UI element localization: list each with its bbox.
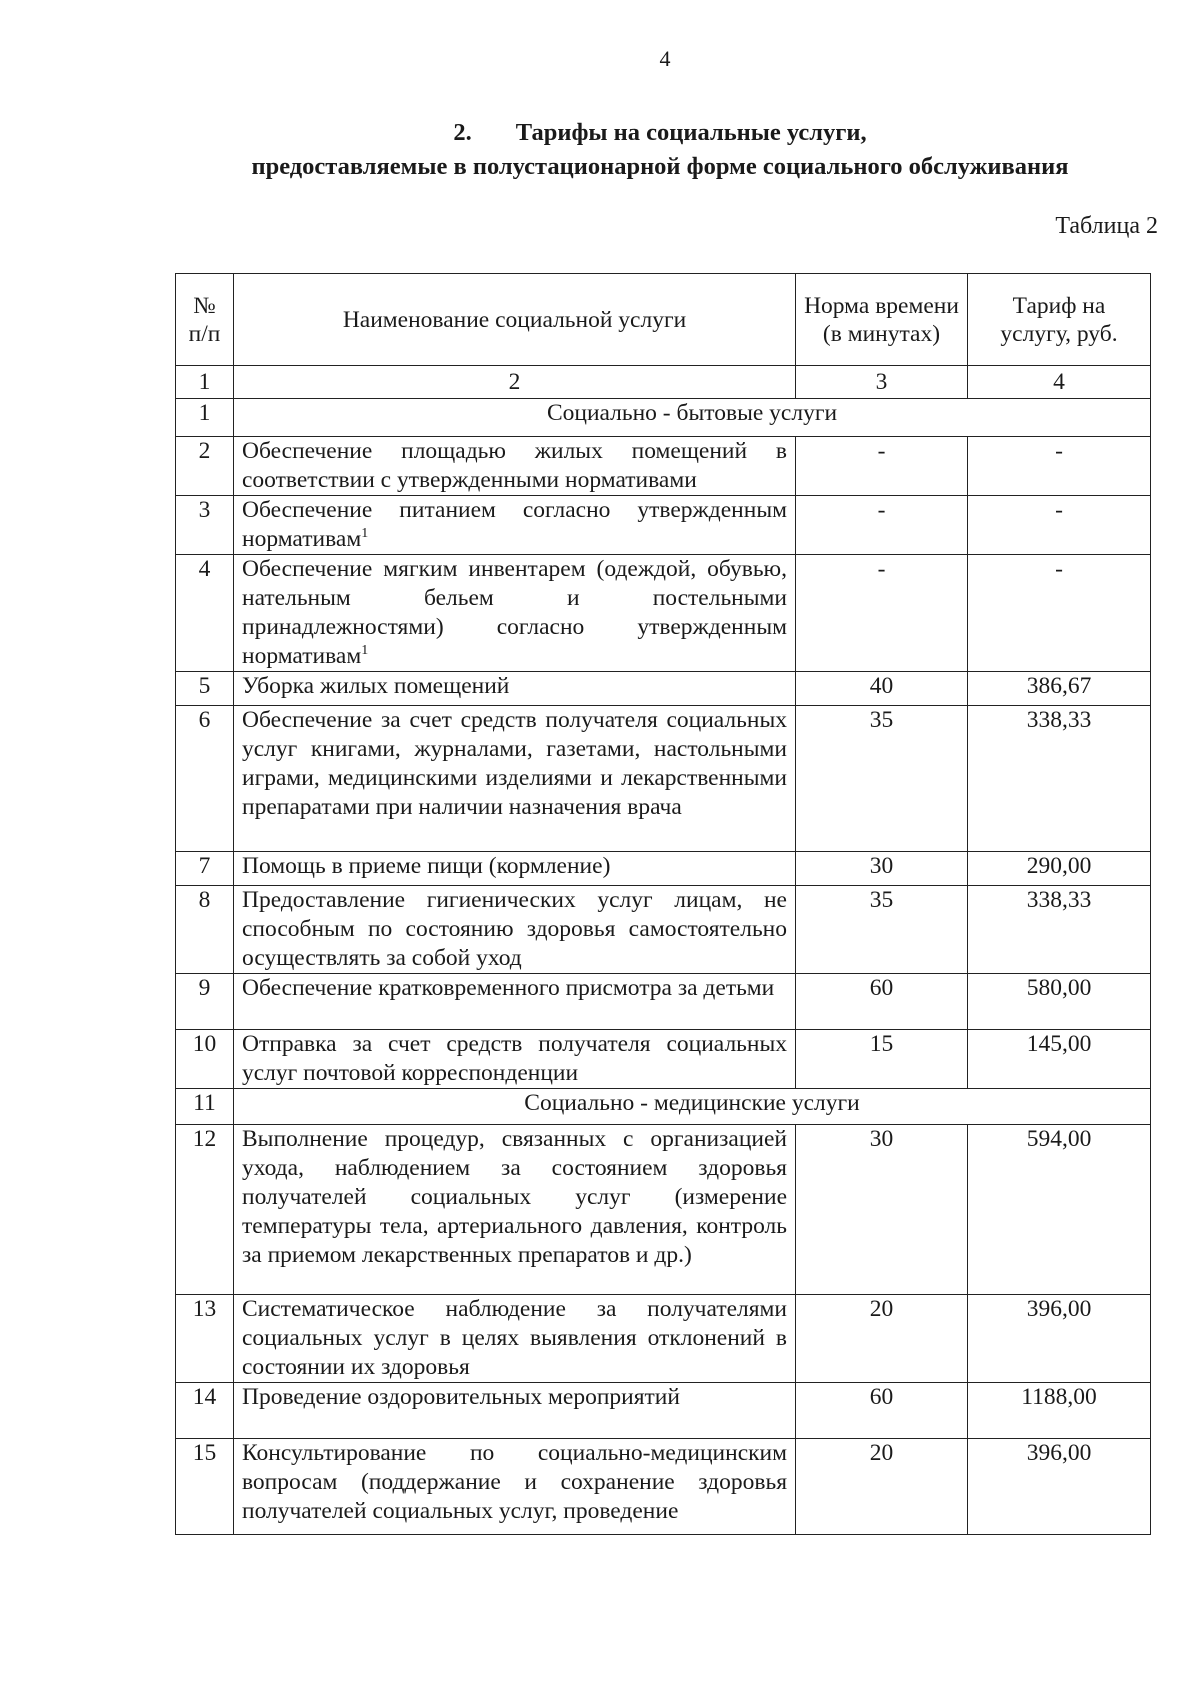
service-name-cell bbox=[234, 1383, 796, 1439]
section-heading bbox=[150, 116, 1170, 184]
row-number: 14 bbox=[176, 1383, 234, 1439]
table-row bbox=[176, 496, 1151, 555]
table-row bbox=[176, 1383, 1151, 1439]
service-name: Проведение оздоровительных мероприятий bbox=[242, 1384, 680, 1410]
table-row bbox=[176, 437, 1151, 496]
service-name-cell bbox=[234, 1030, 796, 1089]
time-norm: 35 bbox=[796, 706, 968, 852]
row-number: 9 bbox=[176, 974, 234, 1030]
service-name-cell bbox=[234, 852, 796, 886]
service-name: Обеспечение площадью жилых помещений в соответствии с утвержденными нормативами bbox=[242, 438, 787, 493]
heading-line-1 bbox=[150, 116, 1170, 150]
time-norm: 30 bbox=[796, 1125, 968, 1295]
row-number: 15 bbox=[176, 1439, 234, 1535]
tariff-value: 396,00 bbox=[968, 1439, 1151, 1535]
time-norm: - bbox=[796, 496, 968, 555]
section-row bbox=[176, 399, 1151, 437]
row-number: 13 bbox=[176, 1295, 234, 1383]
service-name-cell bbox=[234, 1295, 796, 1383]
service-name: Обеспечение мягким инвентарем (одеждой, обувью, нательным бельем и постельными принадлежностями) согласно утвержденным нормативам bbox=[242, 556, 787, 669]
table-row bbox=[176, 886, 1151, 974]
service-name-cell bbox=[234, 496, 796, 555]
row-number: 2 bbox=[176, 437, 234, 496]
time-norm: 15 bbox=[796, 1030, 968, 1089]
row-number: 1 bbox=[176, 399, 234, 437]
table-row bbox=[176, 706, 1151, 852]
service-name-cell bbox=[234, 1439, 796, 1535]
service-name-cell bbox=[234, 1125, 796, 1295]
table-row bbox=[176, 852, 1151, 886]
time-norm: 35 bbox=[796, 886, 968, 974]
service-name: Консультирование по социально-медицинским вопросам (поддержание и сохранение здоровья получателей социальных услуг, проведение bbox=[242, 1440, 787, 1524]
time-norm: - bbox=[796, 437, 968, 496]
heading-line-2: предоставляемые в полустационарной форме социального обслуживания bbox=[251, 153, 1069, 180]
time-norm: 20 bbox=[796, 1295, 968, 1383]
header-name: Наименование социальной услуги bbox=[234, 274, 796, 366]
row-number: 5 bbox=[176, 672, 234, 706]
heading-title: Тарифы на социальные услуги, bbox=[515, 119, 867, 146]
tariff-value: 145,00 bbox=[968, 1030, 1151, 1089]
table-row bbox=[176, 974, 1151, 1030]
service-name-cell bbox=[234, 886, 796, 974]
header-tariff: Тариф на услугу, руб. bbox=[968, 274, 1151, 366]
tariff-value: 396,00 bbox=[968, 1295, 1151, 1383]
table-row bbox=[176, 1439, 1151, 1535]
table-caption: Таблица 2 bbox=[1055, 213, 1158, 239]
service-name-cell bbox=[234, 974, 796, 1030]
table-row bbox=[176, 555, 1151, 672]
section-title: Социально - медицинские услуги bbox=[234, 1089, 1151, 1125]
service-name: Обеспечение питанием согласно утвержденным нормативам bbox=[242, 497, 787, 552]
service-name-cell bbox=[234, 555, 796, 672]
row-number: 10 bbox=[176, 1030, 234, 1089]
service-name: Обеспечение кратковременного присмотра за детьми bbox=[242, 975, 775, 1001]
page-number: 4 bbox=[659, 46, 671, 71]
heading-number: 2. bbox=[453, 119, 472, 146]
header-norm: Норма времени (в минутах) bbox=[796, 274, 968, 366]
row-number: 3 bbox=[176, 496, 234, 555]
row-number: 6 bbox=[176, 706, 234, 852]
service-name: Обеспечение за счет средств получателя социальных услуг книгами, журналами, газетами, настольными играми, медицинскими изделиями и лекарственными препаратами при наличии назначения врача bbox=[242, 707, 787, 820]
service-name-cell bbox=[234, 437, 796, 496]
service-name: Систематическое наблюдение за получателями социальных услуг в целях выявления отклонений в состоянии их здоровья bbox=[242, 1296, 787, 1380]
section-row bbox=[176, 1089, 1151, 1125]
table-header-row bbox=[176, 274, 1151, 366]
time-norm: 20 bbox=[796, 1439, 968, 1535]
tariff-value: 290,00 bbox=[968, 852, 1151, 886]
tariff-value: - bbox=[968, 555, 1151, 672]
service-name: Помощь в приеме пищи (кормление) bbox=[242, 853, 611, 879]
service-name: Выполнение процедур, связанных с организацией ухода, наблюдением за состоянием здоровья получателей социальных услуг (измерение температуры тела, артериального давления, контроль за приемом лекарственных препаратов и др.) bbox=[242, 1126, 787, 1268]
column-number: 2 bbox=[234, 366, 796, 399]
table-row bbox=[176, 1295, 1151, 1383]
service-name-cell bbox=[234, 672, 796, 706]
tariff-value: 338,33 bbox=[968, 886, 1151, 974]
column-number: 3 bbox=[796, 366, 968, 399]
row-number: 11 bbox=[176, 1089, 234, 1125]
table-row bbox=[176, 672, 1151, 706]
section-title: Социально - бытовые услуги bbox=[234, 399, 1151, 437]
footnote-marker: 1 bbox=[361, 526, 369, 542]
footnote-marker: 1 bbox=[361, 643, 369, 659]
service-name-cell bbox=[234, 706, 796, 852]
tariff-value: 594,00 bbox=[968, 1125, 1151, 1295]
row-number: 12 bbox=[176, 1125, 234, 1295]
row-number: 4 bbox=[176, 555, 234, 672]
service-name: Уборка жилых помещений bbox=[242, 673, 510, 699]
time-norm: 60 bbox=[796, 974, 968, 1030]
service-name: Отправка за счет средств получателя социальных услуг почтовой корреспонденции bbox=[242, 1031, 787, 1086]
time-norm: - bbox=[796, 555, 968, 672]
tariff-table bbox=[175, 273, 1151, 1535]
time-norm: 40 bbox=[796, 672, 968, 706]
column-numbers-row bbox=[176, 366, 1151, 399]
column-number: 1 bbox=[176, 366, 234, 399]
table-row bbox=[176, 1125, 1151, 1295]
service-name: Предоставление гигиенических услуг лицам, не способным по состоянию здоровья самостоятельно осуществлять за собой уход bbox=[242, 887, 787, 971]
column-number: 4 bbox=[968, 366, 1151, 399]
tariff-value: 386,67 bbox=[968, 672, 1151, 706]
row-number: 7 bbox=[176, 852, 234, 886]
tariff-value: - bbox=[968, 496, 1151, 555]
table-row bbox=[176, 1030, 1151, 1089]
time-norm: 60 bbox=[796, 1383, 968, 1439]
tariff-value: 1188,00 bbox=[968, 1383, 1151, 1439]
header-num: № п/п bbox=[176, 274, 234, 366]
tariff-value: 580,00 bbox=[968, 974, 1151, 1030]
tariff-value: 338,33 bbox=[968, 706, 1151, 852]
tariff-value: - bbox=[968, 437, 1151, 496]
time-norm: 30 bbox=[796, 852, 968, 886]
row-number: 8 bbox=[176, 886, 234, 974]
